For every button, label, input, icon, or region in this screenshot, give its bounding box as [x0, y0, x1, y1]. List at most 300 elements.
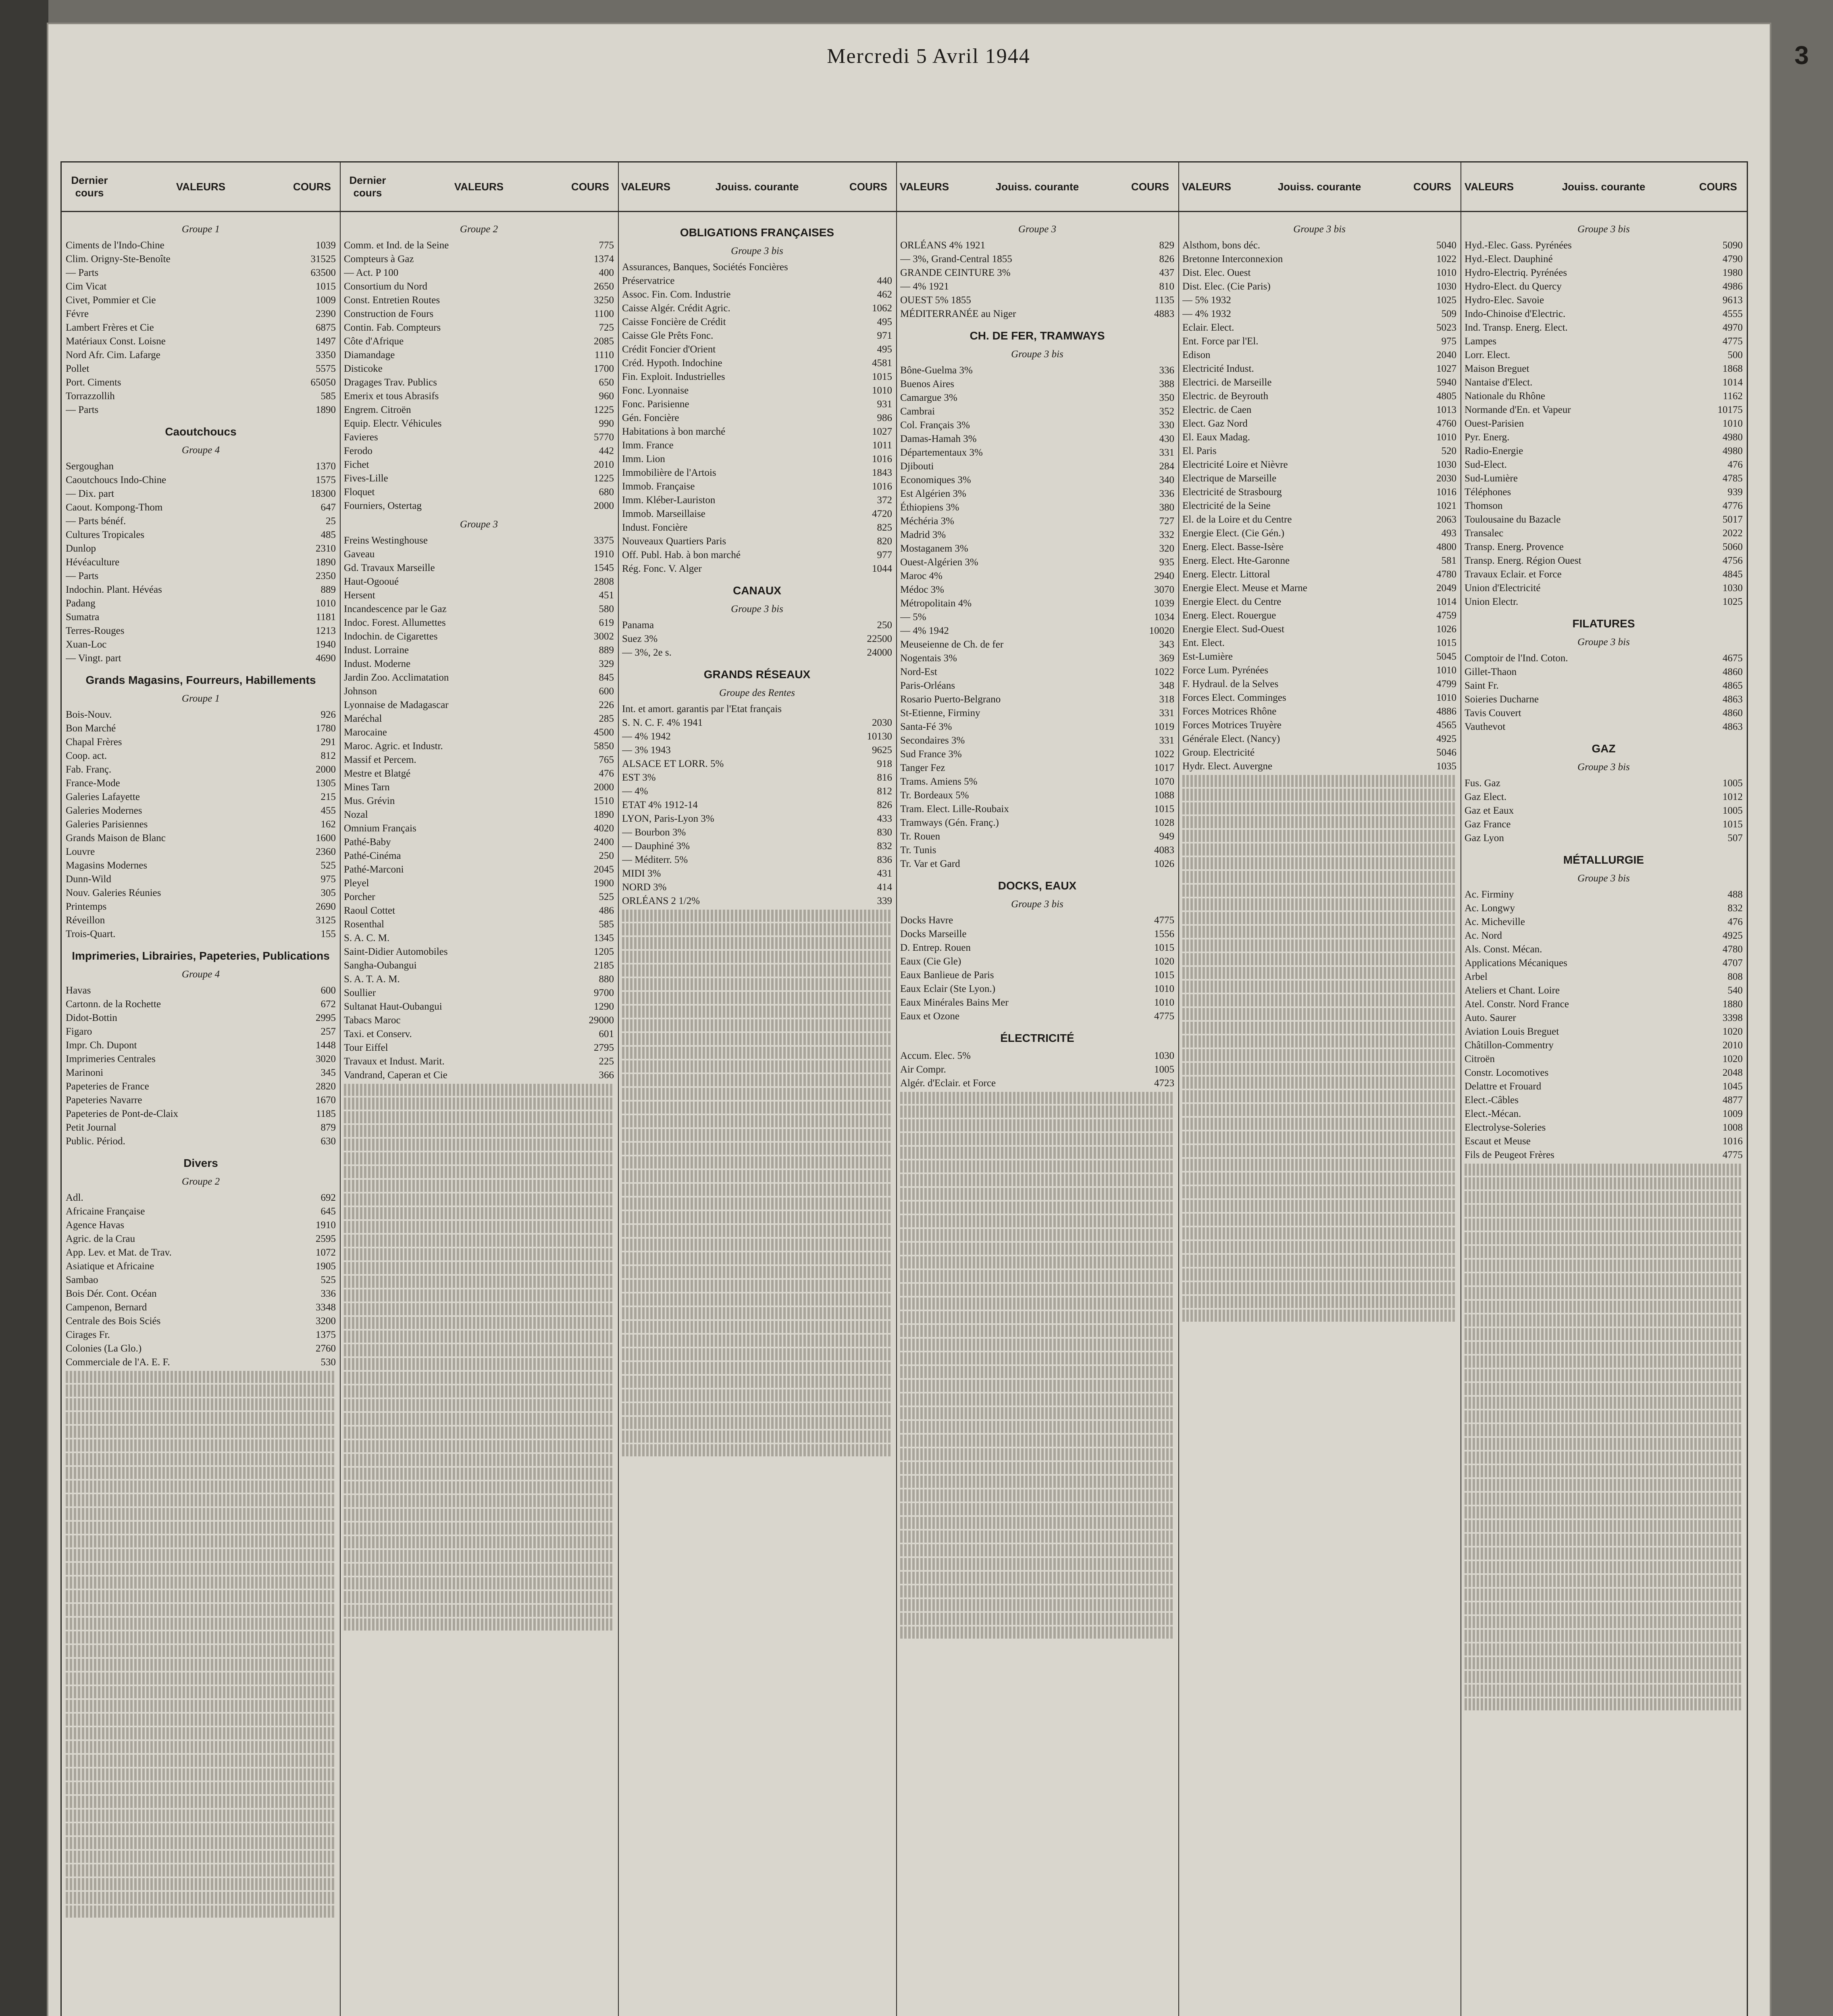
security-name: Départementaux 3%	[900, 447, 983, 458]
listing-row	[622, 785, 892, 798]
listing-row	[622, 398, 892, 411]
security-name: Nozal	[344, 809, 368, 820]
listing-row	[66, 514, 336, 528]
security-name: Soullier	[344, 987, 376, 998]
dense-text-line	[344, 1248, 614, 1260]
security-price: 1010	[1154, 983, 1174, 994]
listing-row	[1465, 252, 1743, 266]
listing-row	[1465, 362, 1743, 376]
dense-text-line	[1465, 1479, 1743, 1491]
listing-row	[1182, 732, 1456, 746]
security-name: Ac. Micheville	[1465, 916, 1525, 927]
listing-row	[1465, 915, 1743, 929]
security-price: 630	[320, 1136, 336, 1147]
listing-row	[900, 514, 1174, 528]
listing-row	[900, 446, 1174, 460]
security-price: 1030	[1154, 1050, 1174, 1061]
security-name: Commerciale de l'A. E. F.	[66, 1357, 170, 1368]
security-name: Docks Havre	[900, 915, 953, 926]
listing-row	[66, 831, 336, 845]
listing-row	[66, 984, 336, 998]
security-name: — 4% 1942	[622, 731, 671, 742]
security-price: 2690	[316, 901, 336, 912]
security-name: Indust. Moderne	[344, 658, 411, 669]
listing-row	[1182, 677, 1456, 691]
security-name: Group. Electricité	[1182, 747, 1255, 758]
security-name: Nogentais 3%	[900, 653, 957, 664]
listing-row	[1465, 307, 1743, 321]
listing-row	[900, 391, 1174, 405]
security-name: Sud-Elect.	[1465, 459, 1507, 470]
listing-row	[66, 652, 336, 665]
security-price: 1015	[872, 371, 892, 382]
security-name: Citroën	[1465, 1054, 1495, 1064]
listing-row	[1465, 888, 1743, 902]
dense-text-line	[1182, 1049, 1456, 1061]
listing-row	[66, 735, 336, 749]
security-price: 880	[599, 974, 614, 985]
security-price: 4083	[1154, 845, 1174, 856]
listing-row	[66, 1066, 336, 1080]
listing-row	[900, 583, 1174, 597]
dense-text-line	[622, 1280, 892, 1292]
security-price: 18300	[310, 488, 336, 499]
listing-row	[1465, 321, 1743, 335]
dense-text-line	[900, 1599, 1174, 1611]
dense-text-line	[344, 1564, 614, 1576]
security-name: S. A. T. A. M.	[344, 974, 400, 985]
column-header-label: COURS	[571, 180, 609, 193]
security-price: 935	[1159, 557, 1174, 568]
dense-text-line	[344, 1262, 614, 1274]
security-name: Eaux Eclair (Ste Lyon.)	[900, 983, 996, 994]
listing-row	[344, 781, 614, 794]
dense-text-line	[1465, 1383, 1743, 1395]
security-price: 1213	[316, 625, 336, 636]
security-price: 476	[1727, 459, 1743, 470]
dense-text-line	[1182, 1104, 1456, 1116]
security-price: 812	[877, 786, 892, 797]
listing-row	[344, 959, 614, 973]
dense-text-line	[1182, 1310, 1456, 1322]
listing-row	[900, 843, 1174, 857]
security-price: 462	[877, 289, 892, 300]
security-price: 10130	[867, 731, 892, 742]
listing-row	[1465, 1011, 1743, 1025]
security-price: 5090	[1723, 240, 1743, 251]
dense-text-line	[900, 1352, 1174, 1364]
security-name: Chapal Frères	[66, 737, 122, 748]
security-price: 1015	[316, 281, 336, 292]
listing-row	[622, 894, 892, 908]
security-price: 4865	[1723, 680, 1743, 691]
dense-text-line	[622, 1170, 892, 1182]
listing-row	[66, 1080, 336, 1093]
listing-row	[622, 425, 892, 439]
security-price: 5060	[1723, 541, 1743, 552]
listing-row	[1465, 943, 1743, 956]
dense-text-line	[900, 1476, 1174, 1488]
security-name: Nord-Est	[900, 666, 937, 677]
security-price: 1205	[594, 946, 614, 957]
listing-row	[1465, 389, 1743, 403]
security-price: 1027	[872, 426, 892, 437]
section-title: GRANDS RÉSEAUX	[703, 668, 811, 681]
listing-row	[900, 968, 1174, 982]
security-name: Pollet	[66, 363, 89, 374]
listing-row	[900, 460, 1174, 473]
security-name: Fus. Gaz	[1465, 778, 1500, 789]
listing-row	[344, 726, 614, 739]
listing-row	[344, 1068, 614, 1082]
listing-row	[622, 646, 892, 660]
dense-text-line	[622, 1115, 892, 1127]
listing-row	[1465, 239, 1743, 252]
security-name: — Parts	[66, 267, 99, 278]
security-price: 581	[1441, 555, 1456, 566]
dense-text-line	[344, 1180, 614, 1192]
dense-text-line	[66, 1467, 336, 1479]
security-price: 1070	[1154, 776, 1174, 787]
security-name: Constr. Locomotives	[1465, 1067, 1549, 1078]
security-price: 3002	[594, 631, 614, 642]
dense-text-line	[344, 1468, 614, 1480]
group-label: Groupe 4	[181, 969, 220, 980]
listing-row	[1182, 403, 1456, 417]
security-price: 345	[320, 1067, 336, 1078]
security-price: 889	[599, 645, 614, 656]
security-price: 63500	[310, 267, 336, 278]
dense-text-line	[622, 951, 892, 963]
dense-text-line	[344, 1358, 614, 1370]
security-name: Vauthevot	[1465, 721, 1506, 732]
security-name: Ouest-Parisien	[1465, 418, 1524, 429]
listing-row	[1465, 1066, 1743, 1080]
dense-text-line	[344, 1207, 614, 1219]
dense-text-line	[66, 1741, 336, 1753]
listing-row	[66, 1025, 336, 1039]
dense-text-line	[622, 923, 892, 935]
listing-row	[344, 657, 614, 671]
security-name: MIDI 3%	[622, 868, 661, 879]
listing-row	[344, 918, 614, 931]
security-price: 1015	[1723, 819, 1743, 830]
security-price: 1039	[1154, 598, 1174, 609]
security-price: 4780	[1723, 944, 1743, 955]
security-name: Caoutchoucs Indo-Chine	[66, 475, 166, 485]
dense-text-line	[344, 1193, 614, 1206]
listing-row	[344, 630, 614, 644]
listing-row	[66, 487, 336, 501]
column-header-label: VALEURS	[621, 180, 671, 193]
dense-text-line	[1465, 1397, 1743, 1409]
security-name: Tr. Tunis	[900, 845, 936, 856]
security-name: Pathé-Baby	[344, 837, 391, 848]
listing-row	[1465, 1080, 1743, 1093]
listing-row	[1465, 790, 1743, 804]
listing-row	[66, 1328, 336, 1342]
security-price: 348	[1159, 680, 1174, 691]
security-price: 331	[1159, 708, 1174, 719]
security-name: Saint Fr.	[1465, 680, 1499, 691]
listing-row	[900, 679, 1174, 693]
security-price: 4760	[1436, 418, 1456, 429]
security-name: Préservatrice	[622, 275, 675, 286]
dense-text-line	[900, 1147, 1174, 1159]
security-name: Nantaise d'Elect.	[1465, 377, 1533, 388]
listing-row	[622, 535, 892, 548]
security-name: Caisse Algér. Crédit Agric.	[622, 303, 730, 314]
dense-text-line	[622, 1074, 892, 1086]
security-name: Imprimeries Centrales	[66, 1054, 156, 1064]
security-name: Ent. Force par l'El.	[1182, 336, 1259, 347]
security-name: Médoc 3%	[900, 584, 944, 595]
listing-row	[1465, 540, 1743, 554]
security-price: 3348	[316, 1302, 336, 1313]
dense-text-line	[1465, 1602, 1743, 1614]
security-name: Tour Eiffel	[344, 1042, 388, 1053]
listing-row	[1182, 280, 1456, 294]
security-name: Trams. Amiens 5%	[900, 776, 978, 787]
dense-text-line	[66, 1439, 336, 1452]
security-name: Gaveau	[344, 549, 375, 560]
dense-text-line	[66, 1851, 336, 1863]
security-name: Comptoir de l'Ind. Coton.	[1465, 653, 1568, 664]
dense-text-line	[1465, 1438, 1743, 1450]
security-name: Port. Ciments	[66, 377, 121, 388]
security-name: Caisse Gle Prêts Fonc.	[622, 330, 714, 341]
security-name: — 4% 1921	[900, 281, 949, 292]
listing-row	[622, 548, 892, 562]
dense-text-line	[66, 1659, 336, 1671]
security-price: 879	[320, 1122, 336, 1133]
security-price: 5940	[1436, 377, 1456, 388]
security-price: 5770	[594, 432, 614, 443]
listing-row	[1182, 499, 1456, 513]
column-header-label: Jouiss. courante	[1277, 180, 1361, 193]
listing-row	[900, 364, 1174, 377]
security-price: 1026	[1436, 624, 1456, 635]
security-price: 3398	[1723, 1012, 1743, 1023]
security-name: Figaro	[66, 1026, 92, 1037]
dense-text-line	[1465, 1589, 1743, 1601]
security-price: 2000	[594, 782, 614, 793]
security-price: 540	[1727, 985, 1743, 996]
listing-row	[900, 638, 1174, 652]
security-name: Dragages Trav. Publics	[344, 377, 437, 388]
listing-row	[1465, 1052, 1743, 1066]
dense-text-line	[1465, 1314, 1743, 1327]
security-price: 1890	[316, 404, 336, 415]
listing-row	[1182, 540, 1456, 554]
security-price: 889	[320, 584, 336, 595]
security-price: 1225	[594, 473, 614, 484]
security-price: 1015	[1436, 637, 1456, 648]
security-name: Ac. Longwy	[1465, 903, 1515, 914]
column-header-label: VALEURS	[176, 180, 226, 193]
dense-text-line	[1465, 1452, 1743, 1464]
dense-text-line	[900, 1243, 1174, 1255]
security-name: Imm. Lion	[622, 454, 665, 464]
listing-row	[344, 294, 614, 307]
security-price: 1910	[316, 1220, 336, 1231]
security-name: Agric. de la Crau	[66, 1233, 135, 1244]
listing-row	[1465, 1107, 1743, 1121]
dense-text-line	[344, 1084, 614, 1096]
security-name: Clim. Origny-Ste-Benoîte	[66, 254, 171, 264]
security-name: Galeries Modernes	[66, 805, 142, 816]
listing-row	[344, 307, 614, 321]
security-price: 647	[320, 502, 336, 513]
security-price: 4775	[1723, 336, 1743, 347]
dense-text-line	[1182, 843, 1456, 856]
dense-text-line	[66, 1878, 336, 1890]
security-price: 507	[1727, 833, 1743, 843]
listing-row	[1465, 1093, 1743, 1107]
security-price: 2310	[316, 543, 336, 554]
dense-text-line	[622, 937, 892, 949]
security-name: Maroc. Agric. et Industr.	[344, 741, 443, 752]
security-name: Hydr. Elect. Auvergne	[1182, 761, 1273, 772]
dense-text-line	[66, 1768, 336, 1781]
listing-row	[622, 356, 892, 370]
security-price: 4500	[594, 727, 614, 738]
security-price: 836	[877, 854, 892, 865]
security-name: Eclair. Elect.	[1182, 322, 1234, 333]
dense-text-line	[66, 1398, 336, 1410]
security-name: — 5% 1932	[1182, 295, 1231, 306]
security-price: 1900	[594, 878, 614, 889]
security-name: Hyd.-Elec. Gass. Pyrénées	[1465, 240, 1572, 251]
dense-text-line	[622, 1006, 892, 1018]
listing-row	[900, 982, 1174, 996]
listing-row	[900, 419, 1174, 432]
dense-text-line	[344, 1385, 614, 1397]
security-price: 1880	[1723, 999, 1743, 1010]
dense-text-line	[1182, 830, 1456, 842]
listing-row	[1465, 266, 1743, 280]
listing-row	[1465, 970, 1743, 984]
group-label: Groupe 3 bis	[1293, 224, 1346, 235]
dense-text-line	[900, 1092, 1174, 1104]
dense-text-line	[1182, 1008, 1456, 1020]
listing-row	[900, 941, 1174, 955]
security-price: 1010	[316, 598, 336, 609]
security-name: El. de la Loire et du Centre	[1182, 514, 1292, 525]
listing-row	[66, 1232, 336, 1246]
security-name: Soieries Ducharne	[1465, 694, 1539, 705]
dense-text-line	[622, 1060, 892, 1073]
dense-text-line	[622, 964, 892, 977]
security-name: Hydro-Elec. Savoie	[1465, 295, 1544, 306]
security-price: 343	[1159, 639, 1174, 650]
security-price: 4800	[1436, 541, 1456, 552]
listing-row	[344, 266, 614, 280]
security-name: Transalec	[1465, 528, 1504, 539]
listing-row	[66, 818, 336, 831]
listing-row	[900, 473, 1174, 487]
dense-text-line	[1465, 1685, 1743, 1697]
security-name: Thomson	[1465, 500, 1503, 511]
security-name: Jardin Zoo. Acclimatation	[344, 672, 449, 683]
security-name: Lampes	[1465, 336, 1497, 347]
security-price: 291	[320, 737, 336, 748]
security-name: Damas-Hamah 3%	[900, 433, 977, 444]
security-price: 812	[320, 750, 336, 761]
security-name: Eaux (Cie Gle)	[900, 956, 961, 967]
security-name: F. Hydraul. de la Selves	[1182, 679, 1279, 689]
security-name: Porcher	[344, 891, 375, 902]
section-title: DOCKS, EAUX	[998, 879, 1077, 892]
listing-row	[900, 377, 1174, 391]
security-price: 1575	[316, 475, 336, 485]
security-price: 1868	[1723, 363, 1743, 374]
security-price: 1162	[1723, 391, 1743, 402]
security-name: Immob. Marseillaise	[622, 508, 705, 519]
listing-row	[1465, 956, 1743, 970]
column-header	[618, 162, 896, 212]
security-price: 672	[320, 999, 336, 1010]
dense-text-line	[622, 1143, 892, 1155]
dense-text-line	[900, 1613, 1174, 1625]
security-name: Maréchal	[344, 713, 382, 724]
security-price: 619	[599, 617, 614, 628]
dense-text-line	[1182, 1173, 1456, 1185]
security-price: 4877	[1723, 1095, 1743, 1106]
security-name: Imm. France	[622, 440, 674, 451]
security-name: Coop. act.	[66, 750, 107, 761]
security-name: El. Paris	[1182, 446, 1217, 456]
listing-row	[900, 816, 1174, 830]
security-name: Elect.-Câbles	[1465, 1095, 1519, 1106]
dense-text-line	[622, 1184, 892, 1196]
security-name: Petit Journal	[66, 1122, 117, 1133]
security-price: 25	[326, 516, 336, 527]
security-name: Taxi. et Conserv.	[344, 1029, 412, 1039]
security-price: 1181	[316, 612, 336, 623]
security-name: Imm. Kléber-Lauriston	[622, 495, 716, 506]
security-price: 3070	[1154, 584, 1174, 595]
security-price: 1013	[1436, 404, 1456, 415]
listing-row	[1465, 458, 1743, 472]
page-header	[48, 36, 1809, 85]
security-name: Eaux Banlieue de Paris	[900, 970, 994, 981]
security-price: 2010	[594, 459, 614, 470]
listing-row	[1182, 389, 1456, 403]
listing-row	[622, 730, 892, 744]
security-price: 4720	[872, 508, 892, 519]
security-name: Cambrai	[900, 406, 935, 417]
security-price: 320	[1159, 543, 1174, 554]
dense-text-line	[66, 1577, 336, 1589]
column-header-label: Dernier cours	[349, 174, 386, 199]
listing-row	[900, 775, 1174, 789]
dense-text-line	[1182, 912, 1456, 924]
security-price: 400	[599, 267, 614, 278]
security-price: 1510	[594, 796, 614, 806]
listing-row	[622, 521, 892, 535]
security-name: Sambao	[66, 1275, 98, 1285]
security-name: App. Lev. et Mat. de Trav.	[66, 1247, 172, 1258]
dense-text-line	[622, 1362, 892, 1374]
listing-row	[66, 900, 336, 914]
security-price: 1020	[1154, 956, 1174, 967]
security-name: Dunlop	[66, 543, 96, 554]
security-price: 971	[877, 330, 892, 341]
group-label: Groupe 3 bis	[1577, 762, 1630, 773]
security-name: Fils de Peugeot Frères	[1465, 1150, 1554, 1160]
security-name: Indochin. Plant. Hévéas	[66, 584, 162, 595]
